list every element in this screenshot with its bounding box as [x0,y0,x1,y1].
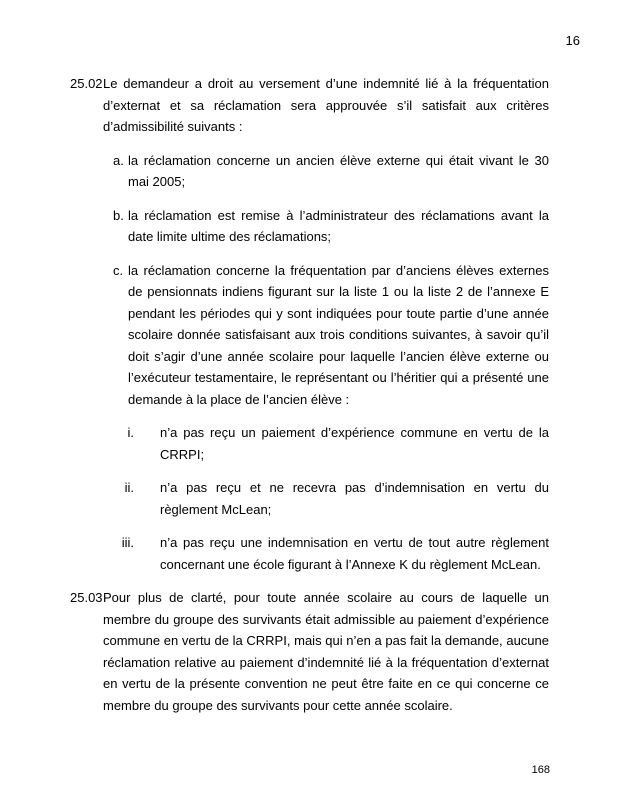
clause-text: Pour plus de clarté, pour toute année scolaire au cours de laquelle un membre du groupe des survivants était admissible au paiement d’expérience commune en vertu de la CRRPI, mais qui n’en a pas fait la demande, aucune réclamation relative au paiement d’indemnité lié à la fréquentation d’externat en vertu de la présente convention ne peut être faite en ce qui concerne ce membre du groupe des survivants pour cette année scolaire. [103,590,549,713]
clause-number: 25.02 [70,76,103,91]
sub-item-i [113,422,549,465]
list-item-text: la réclamation est remise à l’administrateur des réclamations avant la date limite ultime des réclamations; [128,207,549,244]
clause-number: 25.03 [70,590,103,605]
header-page-number: 16 [565,33,580,48]
document-body [70,73,549,716]
sub-item-marker: iii. [121,535,134,550]
list-item-a [113,150,549,193]
list-item-text: la réclamation concerne la fréquentation par d’anciens élèves externes de pensionnats indiens figurant sur la liste 1 ou la liste 2 de l’annexe E pendant les périodes qui y sont indiquées pour toute partie d’une année scolaire donnée satisfaisant aux trois conditions suivantes, à savoir qu’il doit s’agir d’une année scolaire pour laquelle l’ancien élève externe ou l’exécuteur testamentaire, le représentant ou l’héritier qui a présenté une demande à la place de l’ancien élève : [128,262,549,407]
list-item-marker: a. [113,152,124,168]
sub-list-roman [103,422,549,575]
footer-page-number: 168 [531,763,550,776]
sub-item-text: n’a pas reçu un paiement d’expérience commune en vertu de la CRRPI; [160,425,549,462]
clause-body [103,587,549,716]
sub-item-ii [113,477,549,520]
sub-item-text: n’a pas reçu et ne recevra pas d’indemnisation en vertu du règlement McLean; [160,480,549,517]
list-item-marker: b. [113,207,124,223]
list-item-text: la réclamation concerne un ancien élève externe qui était vivant le 30 mai 2005; [128,152,549,189]
list-item-c [113,260,549,411]
list-item-marker: c. [113,262,124,278]
sub-item-marker: i. [127,425,134,440]
clause-text: Le demandeur a droit au versement d’une indemnité lié à la fréquentation d’externat et sa réclamation sera approuvée s’il satisfait aux critères d’admissibilité suivants : [103,76,549,134]
clause-25-03 [70,587,549,716]
sub-item-iii [113,532,549,575]
list-item-b [113,205,549,248]
clause-body [103,73,549,575]
sub-item-marker: ii. [124,480,134,495]
sub-item-text: n’a pas reçu une indemnisation en vertu de tout autre règlement concernant une école figurant à l’Annexe K du règlement McLean. [160,535,549,572]
clause-25-02 [70,73,549,575]
